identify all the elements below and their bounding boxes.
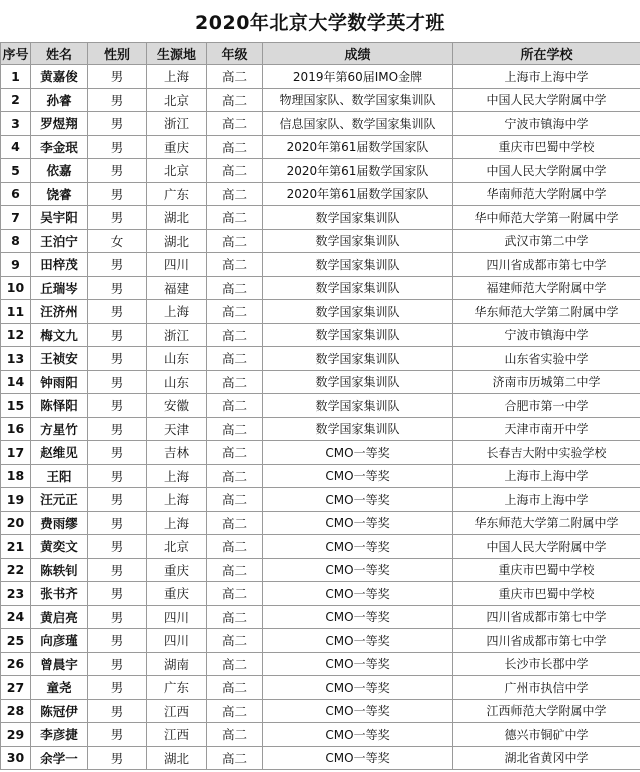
origin-cell: 广东 <box>147 182 207 206</box>
student-name-cell: 饶睿 <box>31 182 88 206</box>
grade-cell: 高二 <box>207 417 263 441</box>
origin-cell: 天津 <box>147 417 207 441</box>
row-number-cell: 27 <box>1 676 31 700</box>
row-number-cell: 11 <box>1 300 31 324</box>
grade-cell: 高二 <box>207 629 263 653</box>
origin-cell: 北京 <box>147 535 207 559</box>
grade-cell: 高二 <box>207 511 263 535</box>
achievement-cell: CMO一等奖 <box>263 605 453 629</box>
table-row <box>1 746 640 770</box>
grade-cell: 高二 <box>207 112 263 136</box>
achievement-cell: 数学国家集训队 <box>263 229 453 253</box>
table-row <box>1 629 640 653</box>
origin-cell: 湖北 <box>147 229 207 253</box>
school-cell: 长沙市长郡中学 <box>453 652 640 676</box>
student-name-cell: 汪元正 <box>31 488 88 512</box>
school-cell: 重庆市巴蜀中学校 <box>453 558 640 582</box>
student-name-cell: 王祯安 <box>31 347 88 371</box>
student-name-cell: 王阳 <box>31 464 88 488</box>
gender-cell: 男 <box>88 323 147 347</box>
gender-cell: 男 <box>88 629 147 653</box>
grade-cell: 高二 <box>207 535 263 559</box>
header-name: 姓名 <box>31 43 88 65</box>
student-name-cell: 陈轶钊 <box>31 558 88 582</box>
student-name-cell: 田梓茂 <box>31 253 88 277</box>
grade-cell: 高二 <box>207 723 263 747</box>
row-number-cell: 3 <box>1 112 31 136</box>
achievement-cell: 2019年第60届IMO金牌 <box>263 65 453 89</box>
origin-cell: 重庆 <box>147 558 207 582</box>
gender-cell: 男 <box>88 558 147 582</box>
grade-cell: 高二 <box>207 746 263 770</box>
row-number-cell: 16 <box>1 417 31 441</box>
origin-cell: 上海 <box>147 511 207 535</box>
grade-cell: 高二 <box>207 370 263 394</box>
row-number-cell: 12 <box>1 323 31 347</box>
origin-cell: 山东 <box>147 347 207 371</box>
achievement-cell: 2020年第61届数学国家队 <box>263 182 453 206</box>
grade-cell: 高二 <box>207 159 263 183</box>
grade-cell: 高二 <box>207 323 263 347</box>
gender-cell: 男 <box>88 276 147 300</box>
gender-cell: 男 <box>88 206 147 230</box>
achievement-cell: 数学国家集训队 <box>263 276 453 300</box>
header-grade: 年级 <box>207 43 263 65</box>
gender-cell: 男 <box>88 112 147 136</box>
origin-cell: 浙江 <box>147 323 207 347</box>
achievement-cell: CMO一等奖 <box>263 699 453 723</box>
gender-cell: 男 <box>88 253 147 277</box>
origin-cell: 广东 <box>147 676 207 700</box>
header-gender: 性别 <box>88 43 147 65</box>
grade-cell: 高二 <box>207 676 263 700</box>
table-row <box>1 676 640 700</box>
grade-cell: 高二 <box>207 276 263 300</box>
row-number-cell: 17 <box>1 441 31 465</box>
row-number-cell: 19 <box>1 488 31 512</box>
achievement-cell: CMO一等奖 <box>263 676 453 700</box>
school-cell: 华中师范大学第一附属中学 <box>453 206 640 230</box>
table-header <box>1 43 640 65</box>
row-number-cell: 30 <box>1 746 31 770</box>
school-cell: 长春吉大附中实验学校 <box>453 441 640 465</box>
row-number-cell: 2 <box>1 88 31 112</box>
grade-cell: 高二 <box>207 582 263 606</box>
gender-cell: 男 <box>88 511 147 535</box>
school-cell: 宁波市镇海中学 <box>453 112 640 136</box>
table-row <box>1 347 640 371</box>
gender-cell: 男 <box>88 135 147 159</box>
table-row <box>1 229 640 253</box>
student-name-cell: 王泊宁 <box>31 229 88 253</box>
school-cell: 武汉市第二中学 <box>453 229 640 253</box>
table-row <box>1 558 640 582</box>
school-cell: 重庆市巴蜀中学校 <box>453 135 640 159</box>
gender-cell: 男 <box>88 441 147 465</box>
origin-cell: 四川 <box>147 629 207 653</box>
gender-cell: 男 <box>88 746 147 770</box>
gender-cell: 男 <box>88 370 147 394</box>
achievement-cell: 2020年第61届数学国家队 <box>263 159 453 183</box>
gender-cell: 男 <box>88 652 147 676</box>
achievement-cell: CMO一等奖 <box>263 582 453 606</box>
row-number-cell: 28 <box>1 699 31 723</box>
gender-cell: 男 <box>88 65 147 89</box>
achievement-cell: 数学国家集训队 <box>263 417 453 441</box>
gender-cell: 男 <box>88 535 147 559</box>
student-name-cell: 方星竹 <box>31 417 88 441</box>
school-cell: 四川省成都市第七中学 <box>453 605 640 629</box>
gender-cell: 男 <box>88 394 147 418</box>
row-number-cell: 22 <box>1 558 31 582</box>
table-row <box>1 441 640 465</box>
student-name-cell: 钟雨阳 <box>31 370 88 394</box>
origin-cell: 重庆 <box>147 582 207 606</box>
student-name-cell: 黄奕文 <box>31 535 88 559</box>
achievement-cell: 物理国家队、数学国家集训队 <box>263 88 453 112</box>
table-body <box>1 65 640 770</box>
table-row <box>1 488 640 512</box>
header-school: 所在学校 <box>453 43 640 65</box>
school-cell: 湖北省黄冈中学 <box>453 746 640 770</box>
origin-cell: 上海 <box>147 464 207 488</box>
gender-cell: 男 <box>88 464 147 488</box>
students-table <box>0 42 640 770</box>
row-number-cell: 6 <box>1 182 31 206</box>
grade-cell: 高二 <box>207 394 263 418</box>
row-number-cell: 5 <box>1 159 31 183</box>
row-number-cell: 4 <box>1 135 31 159</box>
school-cell: 四川省成都市第七中学 <box>453 253 640 277</box>
grade-cell: 高二 <box>207 605 263 629</box>
row-number-cell: 18 <box>1 464 31 488</box>
student-name-cell: 李彦捷 <box>31 723 88 747</box>
school-cell: 山东省实验中学 <box>453 347 640 371</box>
student-name-cell: 丘瑞岑 <box>31 276 88 300</box>
row-number-cell: 10 <box>1 276 31 300</box>
grade-cell: 高二 <box>207 699 263 723</box>
grade-cell: 高二 <box>207 347 263 371</box>
student-name-cell: 赵维见 <box>31 441 88 465</box>
achievement-cell: 数学国家集训队 <box>263 300 453 324</box>
row-number-cell: 13 <box>1 347 31 371</box>
grade-cell: 高二 <box>207 65 263 89</box>
school-cell: 中国人民大学附属中学 <box>453 88 640 112</box>
student-name-cell: 黄嘉俊 <box>31 65 88 89</box>
table-row <box>1 112 640 136</box>
table-row <box>1 605 640 629</box>
grade-cell: 高二 <box>207 182 263 206</box>
achievement-cell: CMO一等奖 <box>263 652 453 676</box>
student-name-cell: 孙睿 <box>31 88 88 112</box>
school-cell: 天津市南开中学 <box>453 417 640 441</box>
achievement-cell: CMO一等奖 <box>263 488 453 512</box>
school-cell: 广州市执信中学 <box>453 676 640 700</box>
achievement-cell: CMO一等奖 <box>263 558 453 582</box>
origin-cell: 上海 <box>147 488 207 512</box>
grade-cell: 高二 <box>207 206 263 230</box>
origin-cell: 北京 <box>147 159 207 183</box>
origin-cell: 浙江 <box>147 112 207 136</box>
achievement-cell: 数学国家集训队 <box>263 253 453 277</box>
table-row <box>1 300 640 324</box>
row-number-cell: 23 <box>1 582 31 606</box>
table-row <box>1 65 640 89</box>
gender-cell: 男 <box>88 88 147 112</box>
achievement-cell: 数学国家集训队 <box>263 347 453 371</box>
row-number-cell: 26 <box>1 652 31 676</box>
table-row <box>1 582 640 606</box>
origin-cell: 湖北 <box>147 206 207 230</box>
student-name-cell: 费雨缪 <box>31 511 88 535</box>
achievement-cell: CMO一等奖 <box>263 535 453 559</box>
origin-cell: 重庆 <box>147 135 207 159</box>
grade-cell: 高二 <box>207 558 263 582</box>
origin-cell: 吉林 <box>147 441 207 465</box>
table-row <box>1 253 640 277</box>
gender-cell: 男 <box>88 347 147 371</box>
grade-cell: 高二 <box>207 441 263 465</box>
school-cell: 重庆市巴蜀中学校 <box>453 582 640 606</box>
school-cell: 华南师范大学附属中学 <box>453 182 640 206</box>
school-cell: 上海市上海中学 <box>453 65 640 89</box>
table-row <box>1 699 640 723</box>
student-name-cell: 张书齐 <box>31 582 88 606</box>
school-cell: 福建师范大学附属中学 <box>453 276 640 300</box>
origin-cell: 山东 <box>147 370 207 394</box>
achievement-cell: CMO一等奖 <box>263 511 453 535</box>
page-title: 2020年北京大学数学英才班 <box>195 12 445 34</box>
header-achievement: 成绩 <box>263 43 453 65</box>
gender-cell: 男 <box>88 159 147 183</box>
student-name-cell: 陈怿阳 <box>31 394 88 418</box>
row-number-cell: 7 <box>1 206 31 230</box>
student-name-cell: 曾晨宇 <box>31 652 88 676</box>
grade-cell: 高二 <box>207 488 263 512</box>
table-row <box>1 323 640 347</box>
table-row <box>1 511 640 535</box>
student-name-cell: 梅文九 <box>31 323 88 347</box>
gender-cell: 男 <box>88 699 147 723</box>
table-row <box>1 88 640 112</box>
table-row <box>1 370 640 394</box>
origin-cell: 四川 <box>147 253 207 277</box>
table-row <box>1 159 640 183</box>
achievement-cell: 数学国家集训队 <box>263 394 453 418</box>
row-number-cell: 9 <box>1 253 31 277</box>
origin-cell: 湖北 <box>147 746 207 770</box>
school-cell: 华东师范大学第二附属中学 <box>453 511 640 535</box>
origin-cell: 江西 <box>147 723 207 747</box>
school-cell: 中国人民大学附属中学 <box>453 159 640 183</box>
school-cell: 江西师范大学附属中学 <box>453 699 640 723</box>
row-number-cell: 15 <box>1 394 31 418</box>
school-cell: 华东师范大学第二附属中学 <box>453 300 640 324</box>
grade-cell: 高二 <box>207 464 263 488</box>
origin-cell: 湖南 <box>147 652 207 676</box>
gender-cell: 男 <box>88 605 147 629</box>
row-number-cell: 14 <box>1 370 31 394</box>
table-row <box>1 276 640 300</box>
school-cell: 上海市上海中学 <box>453 464 640 488</box>
achievement-cell: CMO一等奖 <box>263 464 453 488</box>
school-cell: 济南市历城第二中学 <box>453 370 640 394</box>
table-row <box>1 417 640 441</box>
header-no: 序号 <box>1 43 31 65</box>
grade-cell: 高二 <box>207 88 263 112</box>
table-row <box>1 182 640 206</box>
origin-cell: 上海 <box>147 65 207 89</box>
row-number-cell: 1 <box>1 65 31 89</box>
gender-cell: 男 <box>88 676 147 700</box>
achievement-cell: CMO一等奖 <box>263 746 453 770</box>
student-name-cell: 罗煜翔 <box>31 112 88 136</box>
achievement-cell: 数学国家集训队 <box>263 323 453 347</box>
gender-cell: 女 <box>88 229 147 253</box>
achievement-cell: 2020年第61届数学国家队 <box>263 135 453 159</box>
row-number-cell: 24 <box>1 605 31 629</box>
achievement-cell: CMO一等奖 <box>263 441 453 465</box>
row-number-cell: 29 <box>1 723 31 747</box>
origin-cell: 上海 <box>147 300 207 324</box>
gender-cell: 男 <box>88 417 147 441</box>
student-name-cell: 余学一 <box>31 746 88 770</box>
gender-cell: 男 <box>88 488 147 512</box>
row-number-cell: 8 <box>1 229 31 253</box>
gender-cell: 男 <box>88 723 147 747</box>
achievement-cell: CMO一等奖 <box>263 723 453 747</box>
achievement-cell: 数学国家集训队 <box>263 370 453 394</box>
gender-cell: 男 <box>88 300 147 324</box>
origin-cell: 安徽 <box>147 394 207 418</box>
gender-cell: 男 <box>88 582 147 606</box>
grade-cell: 高二 <box>207 135 263 159</box>
table-row <box>1 535 640 559</box>
student-name-cell: 陈冠伊 <box>31 699 88 723</box>
achievement-cell: 信息国家队、数学国家集训队 <box>263 112 453 136</box>
grade-cell: 高二 <box>207 652 263 676</box>
student-name-cell: 黄启亮 <box>31 605 88 629</box>
school-cell: 上海市上海中学 <box>453 488 640 512</box>
school-cell: 宁波市镇海中学 <box>453 323 640 347</box>
table-row <box>1 723 640 747</box>
row-number-cell: 20 <box>1 511 31 535</box>
row-number-cell: 25 <box>1 629 31 653</box>
student-name-cell: 向彦瑾 <box>31 629 88 653</box>
header-origin: 生源地 <box>147 43 207 65</box>
gender-cell: 男 <box>88 182 147 206</box>
table-row <box>1 394 640 418</box>
school-cell: 四川省成都市第七中学 <box>453 629 640 653</box>
student-name-cell: 吴宇阳 <box>31 206 88 230</box>
origin-cell: 北京 <box>147 88 207 112</box>
school-cell: 中国人民大学附属中学 <box>453 535 640 559</box>
student-name-cell: 汪济州 <box>31 300 88 324</box>
origin-cell: 福建 <box>147 276 207 300</box>
grade-cell: 高二 <box>207 300 263 324</box>
school-cell: 德兴市铜矿中学 <box>453 723 640 747</box>
origin-cell: 四川 <box>147 605 207 629</box>
school-cell: 合肥市第一中学 <box>453 394 640 418</box>
student-name-cell: 李金珉 <box>31 135 88 159</box>
origin-cell: 江西 <box>147 699 207 723</box>
table-row <box>1 652 640 676</box>
student-name-cell: 童尧 <box>31 676 88 700</box>
student-name-cell: 依嘉 <box>31 159 88 183</box>
table-row <box>1 464 640 488</box>
grade-cell: 高二 <box>207 229 263 253</box>
achievement-cell: 数学国家集训队 <box>263 206 453 230</box>
header-row <box>1 43 640 65</box>
achievement-cell: CMO一等奖 <box>263 629 453 653</box>
row-number-cell: 21 <box>1 535 31 559</box>
table-row <box>1 206 640 230</box>
grade-cell: 高二 <box>207 253 263 277</box>
table-row <box>1 135 640 159</box>
